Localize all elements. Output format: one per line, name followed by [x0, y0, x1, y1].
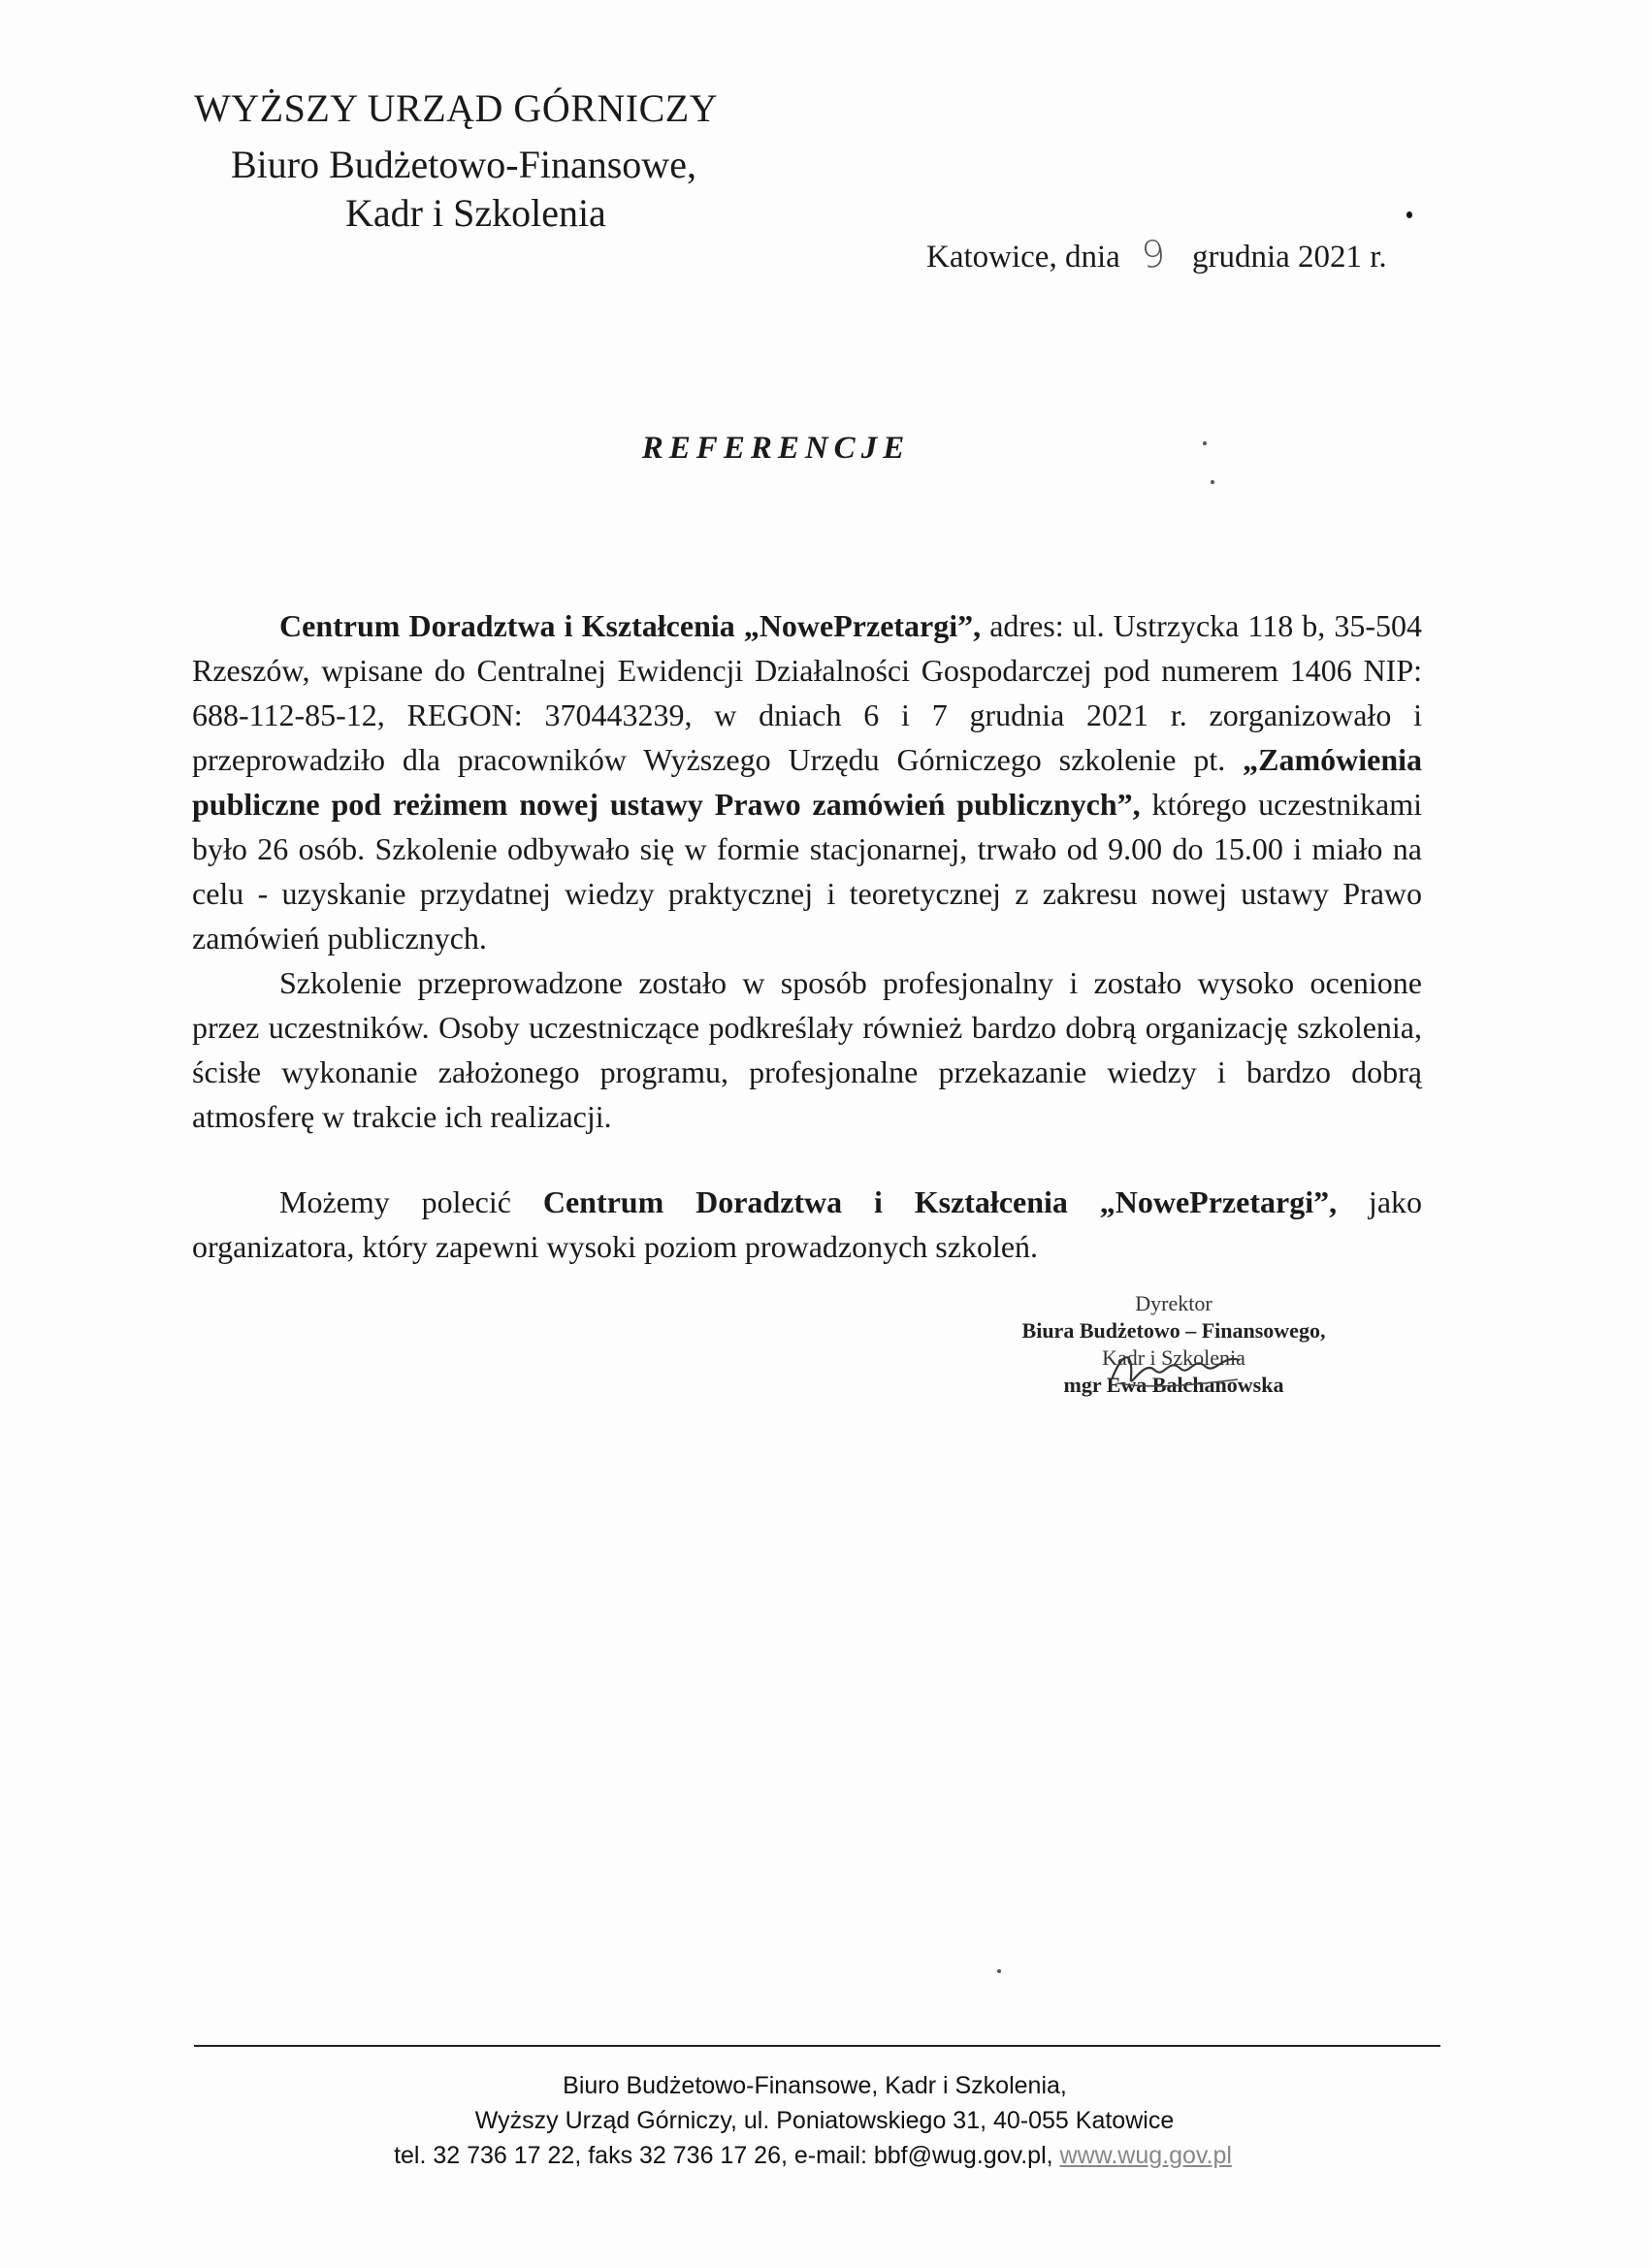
- signature-role: Dyrektor: [1135, 1291, 1212, 1315]
- signature-unit-line1: Biura Budżetowo – Finansowego,: [1021, 1318, 1326, 1343]
- footer-line3: [0, 2138, 1637, 2173]
- document-title-text: REFERENCJE: [641, 431, 911, 466]
- header-department-line1: Biuro Budżetowo-Finansowe,: [231, 143, 696, 186]
- header-department-line2: Kadr i Szkolenia: [345, 191, 606, 235]
- scan-dot: [997, 1969, 1001, 1973]
- handwritten-signature: [1104, 1341, 1249, 1399]
- date-prefix: Katowice, dnia: [926, 240, 1120, 275]
- p1-text-a: adres: ul. Ustrzycka 118 b, 35-504 Rzeszów, wpisane do Centralnej Ewidencji Działalności Gospodarczej pod numerem 1406 NIP: 688-112-85-12, REGON: 370443239, w dniach 6 i 7 grudnia 2021 r. zorganizowało i przeprowadziło dla pracowników Wyższego Urzędu Górniczego szkolenie pt.: [192, 608, 1423, 777]
- footer-website-link[interactable]: www.wug.gov.pl: [1059, 2142, 1232, 2169]
- body-paragraph-1: [192, 603, 1422, 960]
- org-name: Centrum Doradztwa i Kształcenia „NowePrzetargi”,: [279, 608, 982, 643]
- signature-block: [999, 1290, 1348, 1399]
- footer-divider: [194, 2045, 1440, 2047]
- footer-line2: Wyższy Urząd Górniczy, ul. Poniatowskiego 31, 40-055 Katowice: [474, 2107, 1175, 2134]
- p1-text-b: którego uczestnikami było 26 osób. Szkolenie odbywało się w formie stacjonarnej, trwało od 9.00 do 15.00 i miało na celu - uzyskanie przydatnej wiedzy praktycznej i teoretycznej z zakresu nowej ustawy Prawo zamówień publicznych.: [192, 787, 1423, 956]
- scan-speck: [1406, 211, 1412, 218]
- document-body: [192, 603, 1422, 1269]
- footer-line1: Biuro Budżetowo-Finansowe, Kadr i Szkolenia,: [563, 2072, 1067, 2099]
- document-title: [0, 431, 1649, 467]
- p3-text-a: Możemy polecić: [279, 1184, 543, 1219]
- date-line: [926, 233, 1387, 275]
- scan-dot: [1203, 441, 1207, 445]
- header-institution: WYŻSZY URZĄD GÓRNICZY: [194, 86, 719, 130]
- signature-name: mgr Ewa Balchanowska: [1063, 1373, 1284, 1397]
- training-title: „Zamówienia publiczne pod reżimem nowej ustawy Prawo zamówień publicznych”,: [192, 742, 1422, 822]
- org-name-recommend: Centrum Doradztwa i Kształcenia „NowePrzetargi”,: [542, 1184, 1338, 1219]
- footer-contacts: tel. 32 736 17 22, faks 32 736 17 26, e-mail: bbf@wug.gov.pl,: [394, 2142, 1060, 2169]
- body-paragraph-3: [192, 1180, 1422, 1269]
- date-day-handwritten: 9: [1139, 231, 1168, 277]
- date-suffix: grudnia 2021 r.: [1191, 240, 1387, 275]
- scan-dot: [1211, 480, 1214, 484]
- footer: [0, 2068, 1649, 2173]
- body-paragraph-2: Szkolenie przeprowadzone zostało w sposób profesjonalny i zostało wysoko ocenione przez uczestników. Osoby uczestniczące podkreślały również bardzo dobrą organizację szkolenia, ścisłe wykonanie założonego programu, profesjonalne przekazanie wiedzy i bardzo dobrą atmosferę w trakcie ich realizacji.: [192, 965, 1422, 1134]
- signature-unit-line2: Kadr i Szkolenia: [1102, 1345, 1245, 1370]
- p3-text-b: jako organizatora, który zapewni wysoki poziom prowadzonych szkoleń.: [192, 1184, 1423, 1264]
